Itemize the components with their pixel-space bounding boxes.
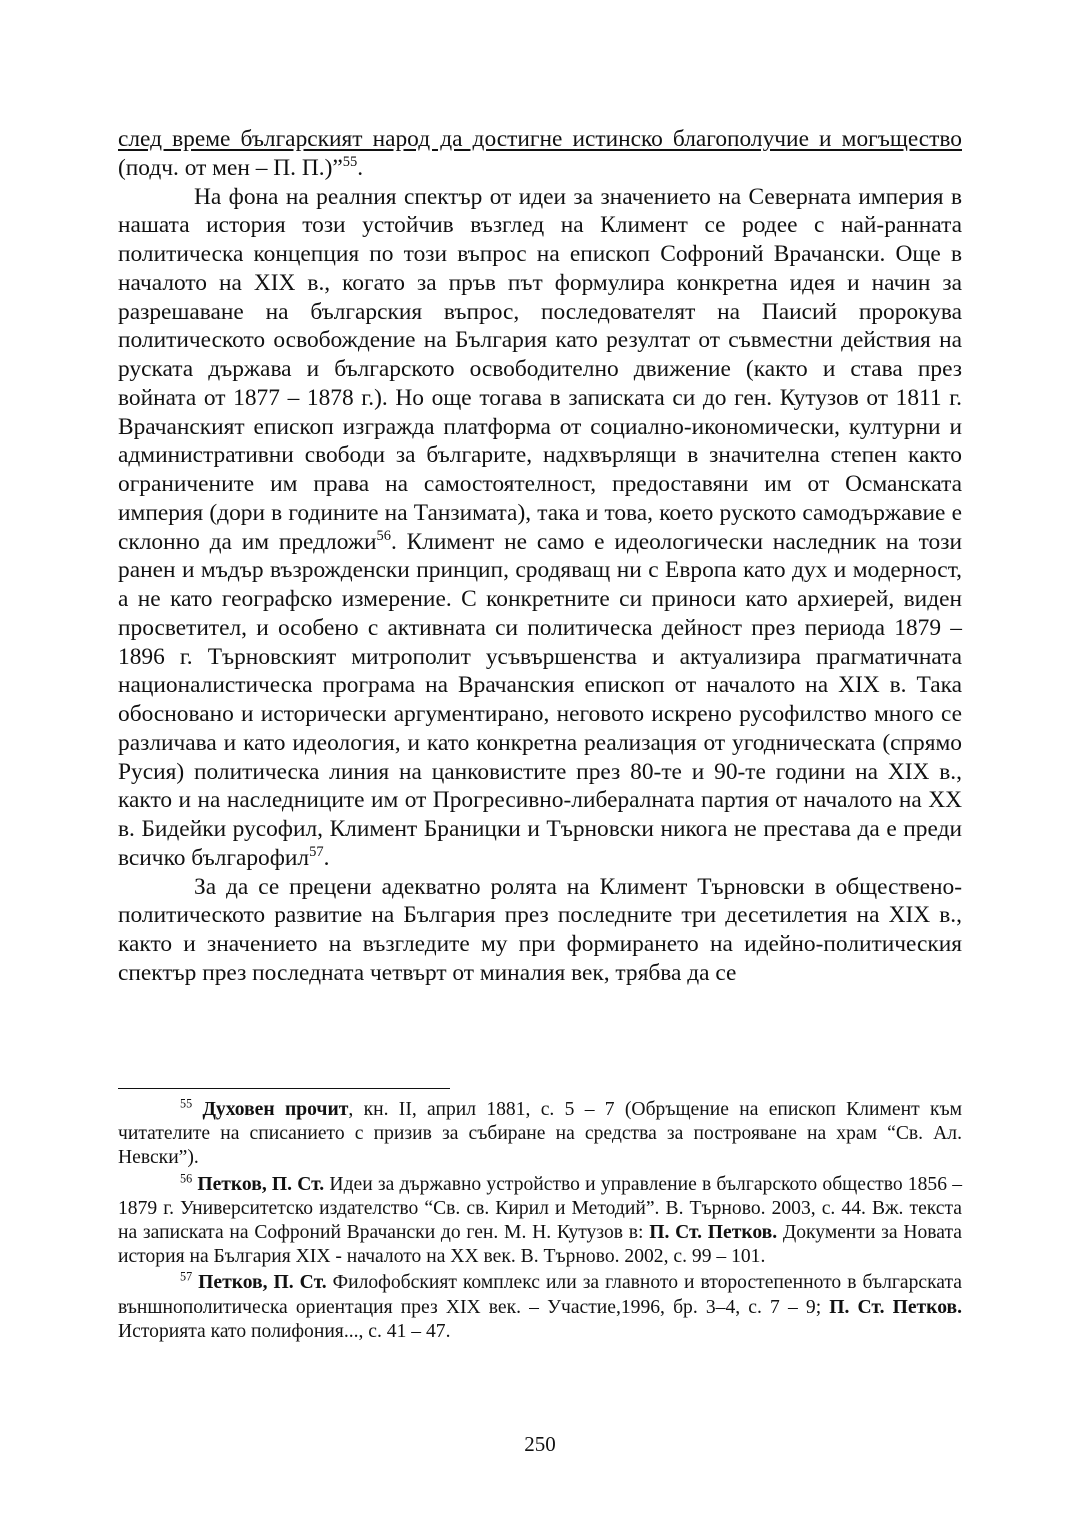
footnote-ref-57[interactable]: 57: [309, 843, 324, 860]
footnotes: [118, 1098, 962, 1346]
footnote-55: $^{55}$ Духовен прочит, кн. II, април 1881, с. 5 – 7 (Обръщение на епископ Климент към читателите на списанието с призив за събиране на средства за построяване на храм “Св. Ал. Невски”).: [118, 1096, 962, 1169]
footnote-56: $^{56}$ Петков, П. Ст. Идеи за държавно устройство и управление в българското общество 1856 – 1879 г. Университетско издателство “Св. св. Кирил и Методий”. В. Търново. 2003, с. 44. Вж. текста на записката на Софроний Врачански до ген. М. Н. Кутузов в: П. Ст. Петков. Документи за Новата история на България XIX - началото на XX век. В. Търново. 2002, с. 99 – 101.: [118, 1171, 962, 1268]
paragraph-3: За да се прецени адекватно ролята на Климент Търновски в обществено-политическото развитие на България през последните три десетилетия на XIX в., както и значението на възгледите му при формирането на идейно-политическия спектър през последната четвърт от миналия век, трябва да се: [118, 873, 962, 986]
footnote-ref-55[interactable]: 55: [342, 153, 358, 170]
page-number: 250: [524, 1432, 556, 1456]
footnote-ref-56[interactable]: 56: [376, 527, 391, 544]
underlined-quote: след време българският народ да достигне истинско благополучие и могъщество: [118, 126, 962, 152]
footnote-57: $^{57}$ Петков, П. Ст. Филофобският комплекс или за главното и второстепенното в българската външнополитическа ориентация през XIX век. – Участие,1996, бр. 3–4, с. 7 – 9; П. Ст. Петков. Историята като полифония..., с. 41 – 47.: [118, 1269, 962, 1342]
paragraph-continuation: след време българският народ да достигне истинско благополучие и могъщество (подч. от мен – П. П.)”$^{55}$.: [118, 126, 962, 181]
main-text: [118, 125, 962, 988]
footnote-separator: [118, 1088, 450, 1089]
paragraph-2: На фона на реалния спектър от идеи за значението на Северната империя в нашата история този устойчив възглед на Климент се родее с най-ранната политическа концепция по този въпрос на епископ Софроний Врачански. Още в началото на XIX в., когато за пръв път формулира конкретна идея и начин за разрешаване на българския въпрос, последователят на Паисий пророкува политическото освобождение на България като резултат от съвместни действия на руската държава и българското освободително движение (както и става през войната от 1877 – 1878 г.). Но още тогава в записката си до ген. Кутузов от 1811 г. Врачанският епископ изгражда платформа от социално-икономически, културни и административни свободи за българите, надхвърлящи в значителна степен както ограничените им права на самостоятелност, предоставяни им от Османската империя (дори в годините на Танзимата), така и това, което руското самодържавие е склонно да им предложи$^{56}$. Климент не само е идеологически наследник на този ранен и мъдър възрожденски принцип, сродяващ ни с Европа като дух и модерност, а не като географско измерение. С конкретните си приноси като архиерей, виден просветител, и особено с активната си политическа дейност през периода 1879 – 1896 г. Търновският митрополит усъвършенства и актуализира прагматичната националистическа програма на Врачанския епископ от началото на XIX в. Така обосновано и исторически аргументирано, неговото искрено русофилство много се различава и като идеология, и като конкретна реализация от угодническата (спрямо Русия) политическа линия на цанковистите през 80-те и 90-те години на XIX в., както и на наследниците им от Прогресивно-либералната партия от началото на XX в. Бидейки русофил, Климент Браницки и Търновски никога не престава да е преди всичко българофил$^{57}$.: [118, 183, 962, 871]
